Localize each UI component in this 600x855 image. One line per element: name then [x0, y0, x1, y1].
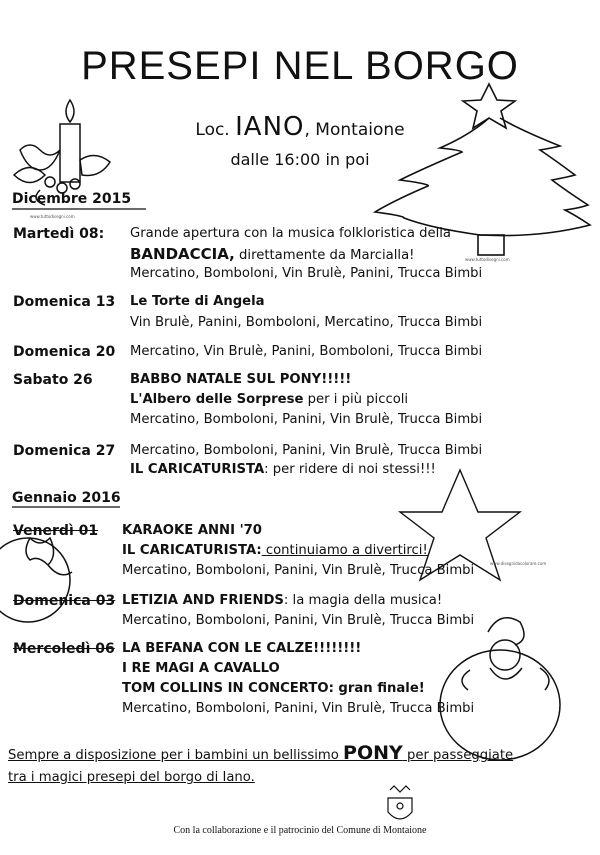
event-highlight: LA BEFANA CON LE CALZE!!!!!!!!	[122, 641, 362, 656]
event-highlight: BABBO NATALE SUL PONY!!!!!	[130, 372, 352, 387]
month-heading-jan: Gennaio 2016	[12, 490, 121, 506]
watermark-3: www.disegnidacolorare.com	[490, 561, 547, 566]
event-day: Domenica 03	[13, 593, 116, 609]
event-highlight: IL CARICATURISTA	[130, 462, 265, 477]
event-line	[122, 543, 428, 558]
event-day: Domenica 27	[13, 443, 116, 459]
event-line: Mercatino, Bomboloni, Panini, Vin Brulè, Trucca Bimbi	[122, 701, 475, 716]
time-line: dalle 16:00 in poi	[230, 150, 370, 169]
event-line: Mercatino, Vin Brulè, Panini, Bomboloni, Trucca Bimbi	[130, 344, 483, 359]
event-text: per i più piccoli	[303, 392, 409, 407]
event-line: Mercatino, Bomboloni, Panini, Vin Brulè, Trucca Bimbi	[130, 443, 483, 458]
event-highlight: I RE MAGI A CAVALLO	[122, 661, 280, 676]
watermark-1: www.tuttodisegni.com	[30, 214, 75, 219]
event-day: Martedì 08:	[13, 226, 105, 242]
event-highlight: KARAOKE ANNI '70	[122, 523, 262, 538]
event-line	[130, 245, 414, 263]
event-line	[130, 392, 408, 407]
event-line: Mercatino, Bomboloni, Panini, Vin Brulè, Trucca Bimbi	[122, 563, 475, 578]
event-text: direttamente da Marcialla!	[234, 248, 415, 263]
event-line	[122, 523, 262, 538]
event-line: Mercatino, Bomboloni, Vin Brulè, Panini, Trucca Bimbi	[130, 266, 483, 281]
event-line: Grande apertura con la musica folkloristica della	[130, 226, 451, 241]
event-day: Mercoledì 06	[13, 641, 115, 657]
event-line	[122, 593, 442, 608]
event-text: : per ridere di noi stessi!!!	[264, 462, 436, 477]
event-day: Venerdì 01	[13, 523, 99, 539]
credits-line: Con la collaborazione e il patrocinio del Comune di Montaione	[173, 825, 427, 836]
event-highlight: L'Albero delle Sorprese	[130, 392, 304, 407]
event-line	[122, 641, 361, 656]
footer-text-c: tra i magici presepi del borgo di Iano.	[8, 770, 255, 785]
event-line	[130, 294, 265, 309]
event-line	[130, 462, 436, 477]
event-line	[122, 681, 425, 696]
event-line	[130, 372, 351, 387]
event-highlight: BANDACCIA,	[130, 245, 235, 263]
event-line: Mercatino, Bomboloni, Panini, Vin Brulè, Trucca Bimbi	[130, 412, 483, 427]
location-line	[150, 112, 450, 142]
footer-pony: PONY	[343, 742, 403, 764]
event-highlight: IL CARICATURISTA:	[122, 543, 262, 558]
event-day: Domenica 13	[13, 294, 116, 310]
event-text: : la magia della musica!	[283, 593, 443, 608]
page-title: PRESEPI NEL BORGO	[81, 44, 519, 88]
location-suffix: , Montaione	[304, 120, 405, 140]
event-line	[122, 661, 280, 676]
footer-text-b: per passeggiate	[402, 748, 514, 763]
footer-note	[8, 742, 513, 789]
event-day: Domenica 20	[13, 344, 116, 360]
location-place: IANO	[235, 112, 305, 142]
month-heading-dec: Dicembre 2015	[12, 191, 132, 207]
event-text: continuiamo a divertirci!	[261, 543, 428, 558]
event-day: Sabato 26	[13, 372, 93, 388]
event-line: Mercatino, Bomboloni, Panini, Vin Brulè, Trucca Bimbi	[122, 613, 475, 628]
watermark-2: www.tuttodisegni.com	[465, 257, 510, 262]
location-prefix: Loc.	[195, 120, 230, 140]
event-highlight: Le Torte di Angela	[130, 294, 265, 309]
event-line: Vin Brulè, Panini, Bomboloni, Mercatino, Trucca Bimbi	[130, 315, 483, 330]
event-highlight: TOM COLLINS IN CONCERTO: gran finale!	[122, 681, 425, 696]
event-highlight: LETIZIA AND FRIENDS	[122, 593, 284, 608]
footer-text-a: Sempre a disposizione per i bambini un bellissimo	[8, 748, 344, 763]
